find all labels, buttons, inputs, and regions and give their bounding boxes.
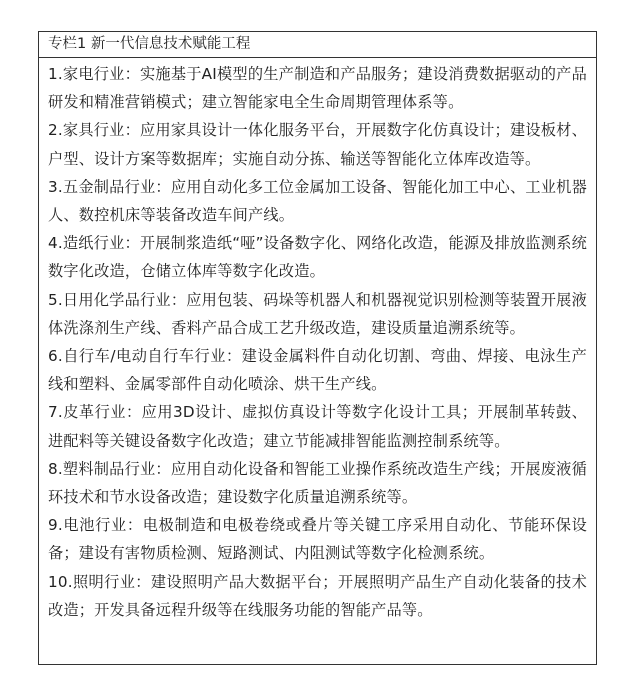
list-item-plastics: 8.塑料制品行业：应用自动化设备和智能工业操作系统改造生产线；开展废液循环技术和节水设备改造；建设数字化质量追溯系统等。 [48,459,587,507]
list-item-furniture: 2.家具行业：应用家具设计一体化服务平台，开展数字化仿真设计；建设板材、户型、设计方案等数据库；实施自动分拣、输送等智能化立体库改造等。 [48,121,587,168]
list-item-papermaking: 4.造纸行业：开展制浆造纸“哑”设备数字化、网络化改造，能源及排放监测系统数字化改造，仓储立体库等数字化改造。 [48,234,587,281]
list-item-battery: 9.电池行业：电极制造和电极卷绕或叠片等关键工序采用自动化、节能环保设备；建设有害物质检测、短路测试、内阻测试等数字化检测系统。 [48,516,587,563]
list-item-leather: 7.皮革行业：应用3D设计、虚拟仿真设计等数字化设计工具；开展制革转鼓、进配料等关键设备数字化改造；建立节能减排智能监测控制系统等。 [48,403,587,450]
list-item-bicycle: 6.自行车/电动自行车行业：建设金属料件自动化切割、弯曲、焊接、电泳生产线和塑料、金属零部件自动化喷涂、烘干生产线。 [48,347,587,394]
box-title: 专栏1 新一代信息技术赋能工程 [39,32,596,58]
list-item-home-appliances: 1.家电行业：实施基于AI模型的生产制造和产品服务；建设消费数据驱动的产品研发和精准营销模式；建立智能家电全生命周期管理体系等。 [48,65,587,112]
list-item-lighting: 10.照明行业：建设照明产品大数据平台；开展照明产品生产自动化装备的技术改造；开发具备远程升级等在线服务功能的智能产品等。 [48,572,587,619]
list-item-daily-chemicals: 5.日用化学品行业：应用包装、码垛等机器人和机器视觉识别检测等装置开展液体洗涤剂生产线、香料产品合成工艺升级改造，建设质量追溯系统等。 [48,290,587,337]
list-item-hardware: 3.五金制品行业：应用自动化多工位金属加工设备、智能化加工中心、工业机器人、数控机床等装备改造车间产线。 [48,177,587,225]
column-box [38,31,597,665]
box-body [39,58,596,624]
